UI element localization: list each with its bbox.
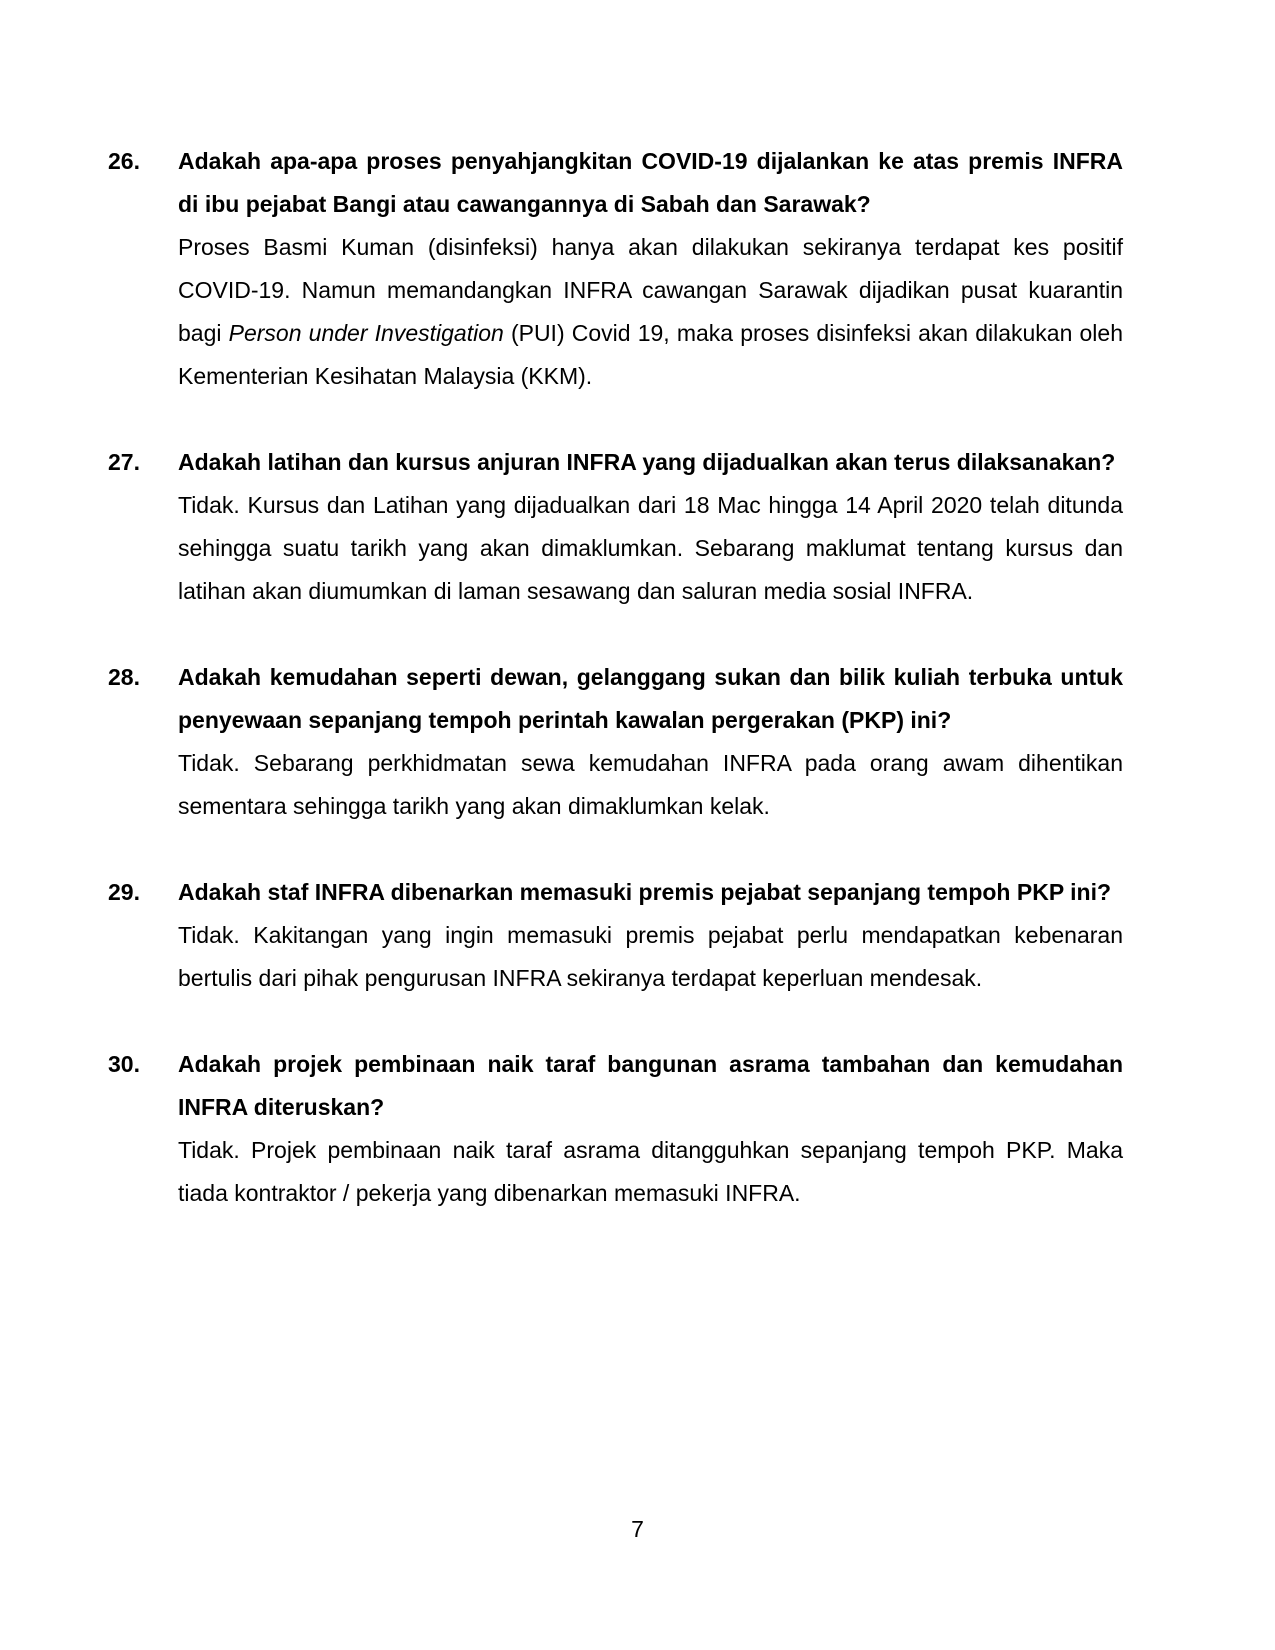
answer-text	[178, 226, 1123, 398]
faq-item-body	[178, 1043, 1123, 1215]
faq-item-27	[108, 441, 1123, 613]
faq-list	[108, 140, 1123, 1215]
faq-item-body	[178, 140, 1123, 398]
question-number: 26.	[108, 148, 140, 174]
answer-text: Tidak. Sebarang perkhidmatan sewa kemudahan INFRA pada orang awam dihentikan sementara sehingga tarikh yang akan dimaklumkan kelak.	[178, 750, 1123, 819]
answer-segment-italic: Person under Investigation	[228, 320, 504, 346]
question-text: Adakah apa-apa proses penyahjangkitan COVID-19 dijalankan ke atas premis INFRA di ibu pejabat Bangi atau cawangannya di Sabah dan Sarawak?	[178, 148, 1123, 217]
faq-item-26	[108, 140, 1123, 398]
faq-item-30	[108, 1043, 1123, 1215]
answer-segment-after: (PUI) Covid 19, maka proses disinfeksi akan dilakukan oleh Kementerian Kesihatan Malaysia (KKM).	[178, 320, 1124, 389]
answer-text: Tidak. Kakitangan yang ingin memasuki premis pejabat perlu mendapatkan kebenaran bertulis dari pihak pengurusan INFRA sekiranya terdapat keperluan mendesak.	[178, 922, 1123, 991]
faq-item-29	[108, 871, 1123, 1000]
question-number: 29.	[108, 879, 140, 905]
question-text: Adakah staf INFRA dibenarkan memasuki premis pejabat sepanjang tempoh PKP ini?	[178, 879, 1112, 905]
faq-item-body	[178, 656, 1123, 828]
question-number: 27.	[108, 449, 140, 475]
answer-text: Tidak. Kursus dan Latihan yang dijadualkan dari 18 Mac hingga 14 April 2020 telah ditunda sehingga suatu tarikh yang akan dimaklumkan. Sebarang maklumat tentang kursus dan latihan akan diumumkan di laman sesawang dan saluran media sosial INFRA.	[178, 492, 1123, 604]
question-text: Adakah projek pembinaan naik taraf bangunan asrama tambahan dan kemudahan INFRA diteruskan?	[178, 1051, 1123, 1120]
answer-text: Tidak. Projek pembinaan naik taraf asrama ditangguhkan sepanjang tempoh PKP. Maka tiada kontraktor / pekerja yang dibenarkan memasuki INFRA.	[178, 1137, 1123, 1206]
page-number: 7	[631, 1516, 644, 1542]
page-footer	[0, 1508, 1275, 1551]
question-number: 30.	[108, 1051, 140, 1077]
faq-item-28	[108, 656, 1123, 828]
question-text: Adakah latihan dan kursus anjuran INFRA yang dijadualkan akan terus dilaksanakan?	[178, 449, 1116, 475]
faq-item-body	[178, 441, 1123, 613]
faq-item-body	[178, 871, 1123, 1000]
question-number: 28.	[108, 664, 140, 690]
question-text: Adakah kemudahan seperti dewan, gelanggang sukan dan bilik kuliah terbuka untuk penyewaan sepanjang tempoh perintah kawalan pergerakan (PKP) ini?	[178, 664, 1123, 733]
answer-segment-before: Proses Basmi Kuman (disinfeksi) hanya akan dilakukan sekiranya terdapat kes positif COVID-19. Namun memandangkan INFRA cawangan Sarawak dijadikan pusat kuarantin bagi	[178, 234, 1123, 346]
